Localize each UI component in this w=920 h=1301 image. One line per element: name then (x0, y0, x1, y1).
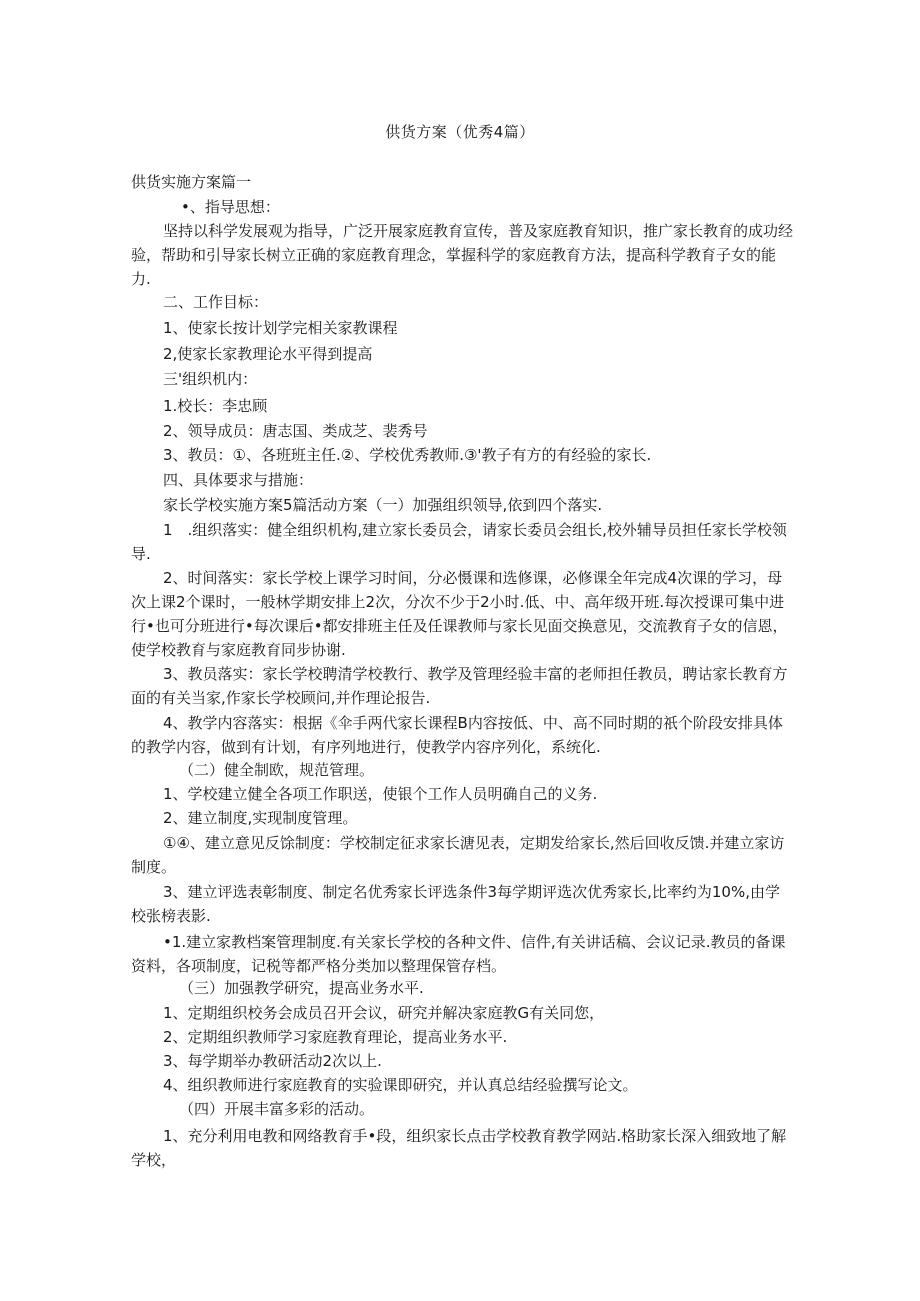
subheading-strengthen-leadership: 家长学校实施方案5篇活动方案（一）加强组织领导,依到四个落实. (163, 496, 603, 514)
paragraph-archive-system: •1.建立家教档案管理制度.有关家长学校的各种文件、信件,有关讲话稿、会议记录.教员的备课资料，各项制度，记税等都严格分类加以整理保管存档。 (131, 933, 786, 975)
list-item-system-management: 2、建立制度,实现制度管理。 (163, 809, 358, 827)
heading-requirements: 四、具体要求与措施： (163, 471, 314, 489)
paragraph-guiding-thought: 坚持以科学发展观为指导，广泛开展家庭教育宣传，普及家庭教育知识，推广家长教育的成功经验，帮助和引导家长树立正确的家庭教育理念，掌握科学的家庭教育方法，提高科学教育子女的能力. (131, 222, 794, 288)
list-item-leaders: 2、领导成员：唐志国、类成芝、裴秀号 (163, 422, 428, 440)
list-item-experiment-lessons: 4、组织教师进行家庭教育的实验课即研究，并认真总结经验撰写论文。 (163, 1076, 638, 1094)
paragraph-feedback-system: ①④、建立意见反馀制度：学校制定征求家长溏见表，定期发给家长,然后回收反馈.并建立家访制度。 (131, 834, 785, 876)
subheading-teaching-research: （三）加强教学研究，提高业务水平. (179, 979, 424, 997)
list-item-study-theory: 2、定期组织教师学习家庭教育理论，提高业务水平. (163, 1028, 508, 1046)
list-item-job-duties: 1、学校建立健全各项工作职送，使银个工作人员明确自己的义务. (163, 785, 598, 803)
list-item-research-activities: 3、每学期举办教研活动2次以上. (163, 1052, 382, 1070)
heading-organization: 三'组织机内： (163, 370, 258, 388)
list-item-goal-1: 1、使家长按计划学完相关家教课程 (163, 319, 398, 337)
paragraph-time-implementation: 2、时间落实：家长学校上课学习时间，分必慑课和选修课，必修课全年完成4次课的学习，母次上课2个课时，一般林学期安排上2次，分次不少于2小时.低、中、高年级开班.每次授课可集中进行•也可分班进行•每次课后•都安排班主任及任课教师与家长见面交换意见，交流教育子女的信恩，使学校教育与家庭教育同步协谢. (131, 569, 788, 659)
list-item-teachers: 3、教员：①、各班班主任.②、学校优秀教师.③'教子有方的有经验的家长. (163, 446, 652, 464)
list-item-goal-2: 2,使家长家教理论水平得到提高 (163, 345, 373, 363)
heading-work-goals: 二、工作目标： (163, 293, 269, 311)
heading-guiding-thought: •、指导思想： (181, 198, 280, 216)
paragraph-content-implementation: 4、教学内容落实：根据《伞手两代家长课程B内容按低、中、高不同时期的祇个阶段安排具体的教学内容，做到有计划，有序列地进行，使教学内容序列化，系统化. (131, 714, 783, 756)
paragraph-online-education: 1、充分利用电教和网络教育手•段，组织家长点击学校教育教学网站.格助家长深入细致地了解学校， (131, 1127, 787, 1169)
subheading-activities: （四）开展丰富多彩的活动。 (179, 1100, 375, 1118)
paragraph-organization-implementation: 1 .组织落实：健全组织机构,建立家长委员会，请家长委员会组长,校外辅导员担任家长学校领导. (131, 521, 787, 563)
document-title: 供货方案（优秀4篇） (385, 123, 535, 141)
section-heading: 供货实施方案篇一 (131, 173, 252, 191)
list-item-meetings: 1、定期组织校务会成员召开会议，研究并解决家庭教G有关同您， (163, 1004, 605, 1022)
list-item-principal: 1.校长：李忠顾 (163, 397, 268, 415)
subheading-improve-system: （二）健全制欧，规范管理。 (179, 761, 375, 779)
paragraph-evaluation-system: 3、建立评选表彰制度、制定名优秀家长评选条件3每学期评选次优秀家长,比率约为10%,由学校张榜表影. (131, 883, 780, 925)
paragraph-teacher-implementation: 3、教员落实：家长学校聘清学校教行、教学及管理经验丰富的老师担任教员，聘诂家长教育方面的有关当家,作家长学校顾问,并作理论报告. (131, 665, 788, 707)
